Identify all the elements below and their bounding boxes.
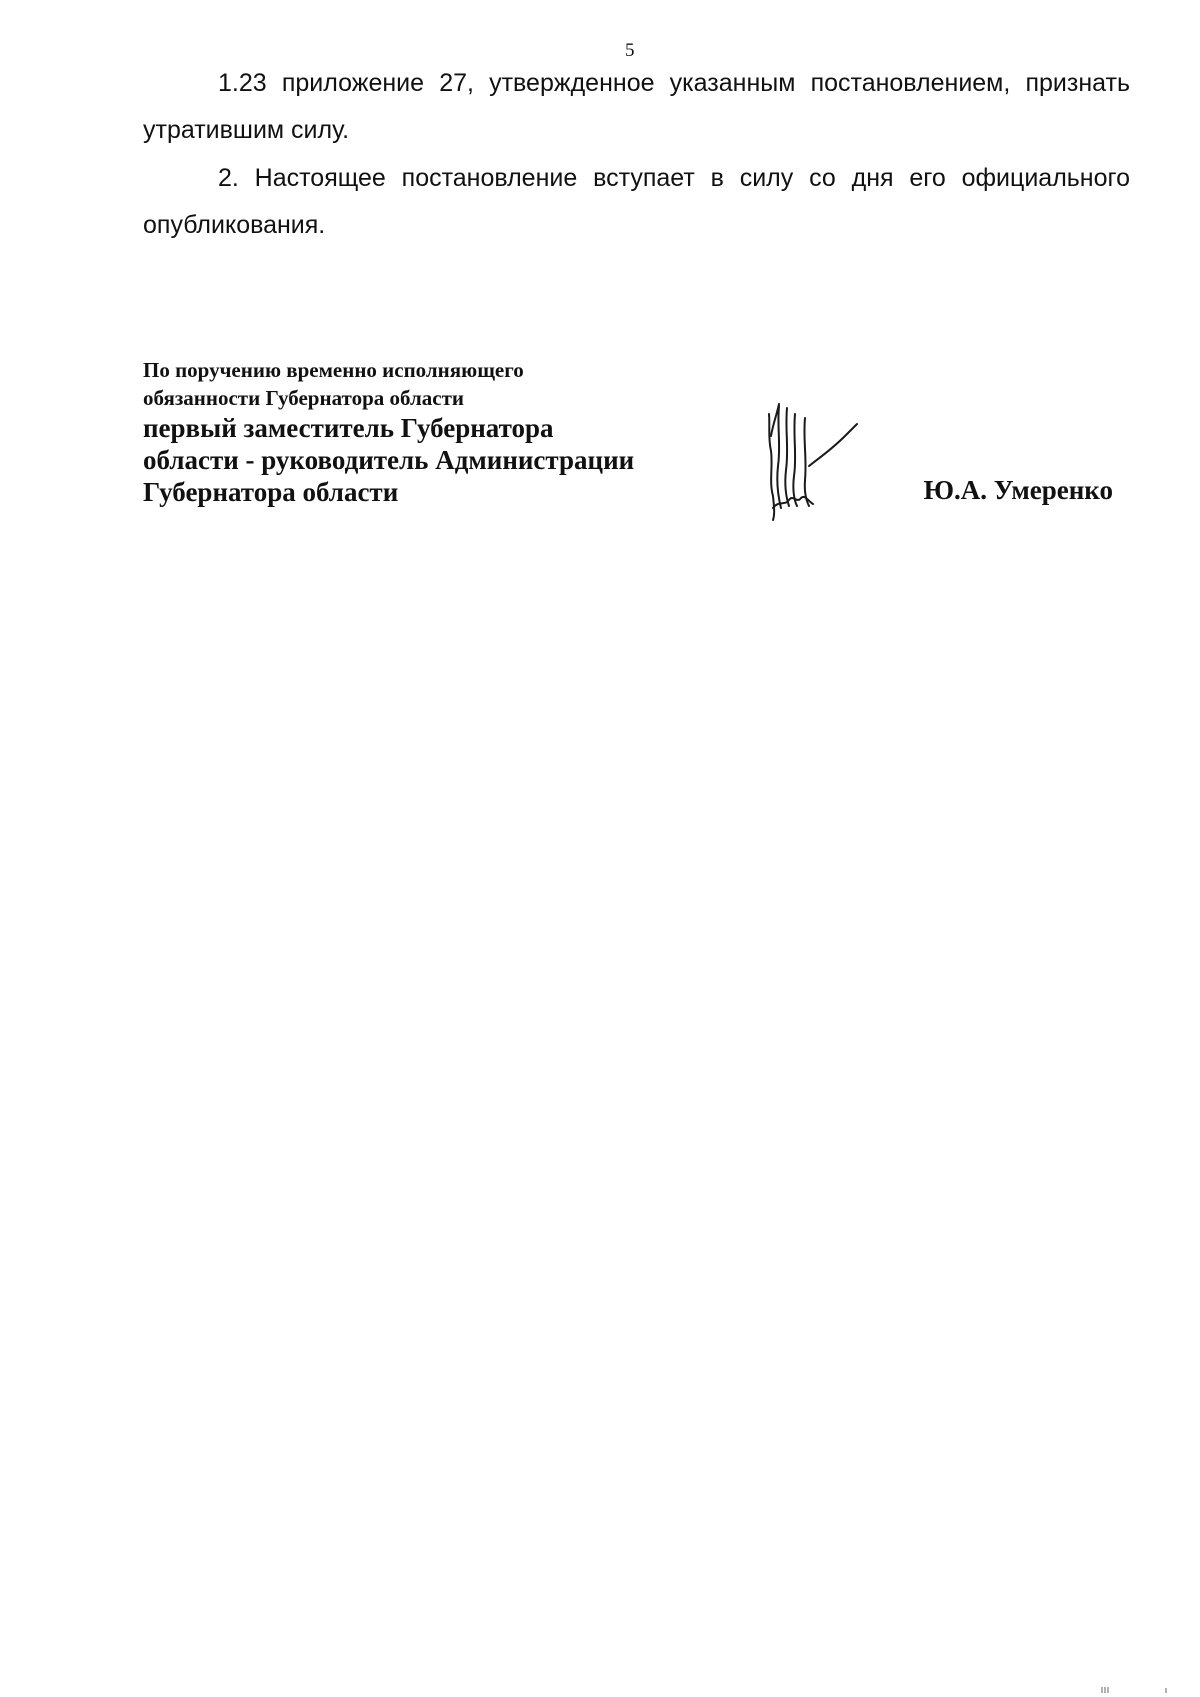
scan-artifact-marks bbox=[1100, 1686, 1170, 1694]
page-number: 5 bbox=[625, 40, 635, 61]
signatory-position-line-3: Губернатора области bbox=[143, 477, 399, 507]
paragraph-2: 2. Настоящее постановление вступает в силу со дня его официального опубликования. bbox=[143, 164, 1130, 239]
handwritten-signature-icon bbox=[761, 396, 871, 522]
signatory-authority-line-2: обязанности Губернатора области bbox=[143, 386, 464, 410]
paragraph-1-23: 1.23 приложение 27, утвержденное указанным постановлением, признать утратившим силу. bbox=[143, 69, 1130, 144]
signer-name: Ю.А. Умеренко bbox=[923, 475, 1113, 505]
signatory-position-line-2: области - руководитель Администрации bbox=[143, 445, 635, 475]
document-body bbox=[143, 60, 1130, 250]
signatory-position-line-1: первый заместитель Губернатора bbox=[143, 413, 554, 443]
signatory-authority-line-1: По поручению временно исполняющего bbox=[143, 358, 524, 382]
signature-block bbox=[143, 356, 1130, 516]
